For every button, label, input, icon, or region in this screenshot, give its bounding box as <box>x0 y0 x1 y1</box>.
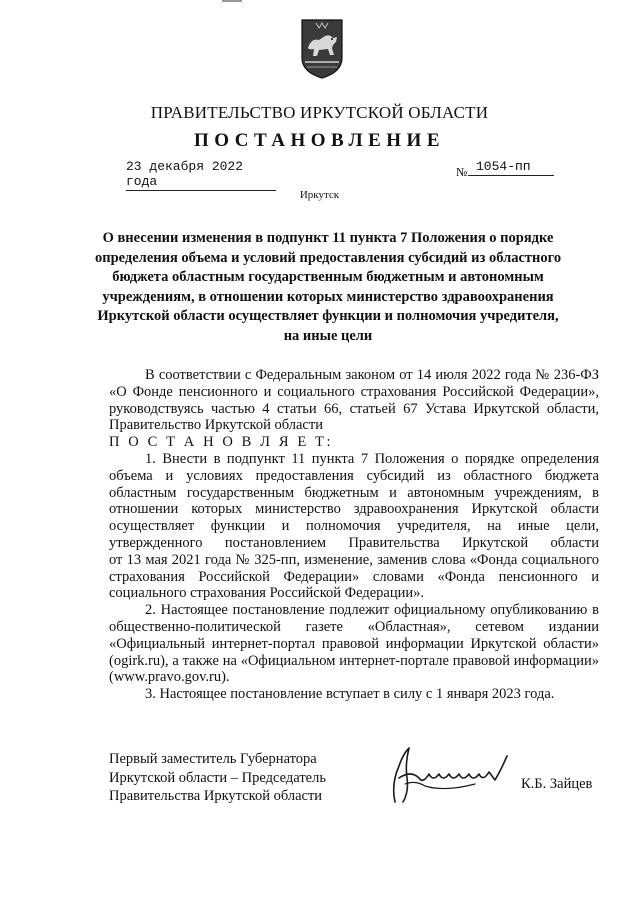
body-line: объема и условиях предоставления субсидий из областного бюджета <box>109 467 599 484</box>
document-type: ПОСТАНОВЛЕНИЕ <box>193 130 446 151</box>
subject-line: Иркутской области осуществляет функции и полномочия учредителя, <box>97 308 559 324</box>
body-line: от 13 мая 2021 года № 325-пп, изменение, заменив слова «Фонда социального <box>109 551 599 568</box>
body-line: В соответствии с Федеральным законом от 14 июля 2022 года № 236-ФЗ <box>145 367 599 383</box>
body-line: утвержденного постановлением Правительства Иркутской области <box>109 534 599 551</box>
body-line: страхования Российской Федерации» словами «Фонда пенсионного и <box>109 568 599 585</box>
scan-artifact <box>222 0 242 2</box>
body-line: «О Фонде пенсионного и социального страхования Российской Федерации», <box>109 383 599 400</box>
subject-line: определения объема и условий предоставления субсидий из областного <box>95 249 562 266</box>
signer-name: К.Б. Зайцев <box>521 776 593 792</box>
subject-line: на иные цели <box>283 327 373 344</box>
subject-line: О внесении изменения в подпункт 11 пункта 7 Положения о порядке <box>102 230 554 246</box>
document-number: 1054-пп <box>468 159 554 176</box>
document-date: 23 декабря 2022 года <box>126 159 276 191</box>
body-line: социального страхования Российской Федерации». <box>109 585 425 602</box>
signature-icon <box>385 744 525 806</box>
number-label: № <box>456 165 468 179</box>
coat-of-arms-icon <box>299 18 345 80</box>
body-line: 1. Внести в подпункт 11 пункта 7 Положения о порядке определения <box>145 450 599 467</box>
body-line: 2. Настоящее постановление подлежит официальному опубликованию в <box>145 602 599 619</box>
position-line: Иркутской области – Председатель <box>109 769 326 786</box>
signatory-position <box>109 750 326 806</box>
document-city: Иркутск <box>299 189 340 201</box>
subject-line: учреждениям, в отношении которых министерство здравоохранения <box>102 288 554 305</box>
body-line: осуществляет функции и полномочия учредителя, на иные цели, <box>109 518 599 535</box>
resolves-heading: П О С Т А Н О В Л Я Е Т: <box>109 434 334 451</box>
document-body <box>109 367 599 703</box>
body-line: руководствуясь частью 4 статьи 66, статьей 67 Устава Иркутской области, <box>109 400 599 417</box>
document-subject <box>95 229 561 346</box>
body-line: областным государственным бюджетным и автономным учреждениям, в <box>109 484 599 501</box>
body-line: (ogirk.ru), а также на «Официальном интернет-портале правовой информации» <box>109 652 599 669</box>
body-line: «Официальный интернет-портал правовой информации Иркутской области» <box>109 635 599 652</box>
position-line: Правительства Иркутской области <box>109 788 323 804</box>
body-line: отношении которых министерство здравоохранения Иркутской области <box>109 501 599 518</box>
organization-title: ПРАВИТЕЛЬСТВО ИРКУТСКОЙ ОБЛАСТИ <box>150 103 489 122</box>
subject-line: бюджета областным государственным бюджетным и автономным <box>112 269 544 285</box>
body-line: Правительство Иркутской области <box>109 417 323 434</box>
position-line: Первый заместитель Губернатора <box>109 751 317 767</box>
body-line: общественно-политической газете «Областная», сетевом издании <box>109 618 599 635</box>
body-line: 3. Настоящее постановление вступает в силу с 1 января 2023 года. <box>145 686 555 703</box>
body-line: (www.pravo.gov.ru). <box>109 669 230 686</box>
